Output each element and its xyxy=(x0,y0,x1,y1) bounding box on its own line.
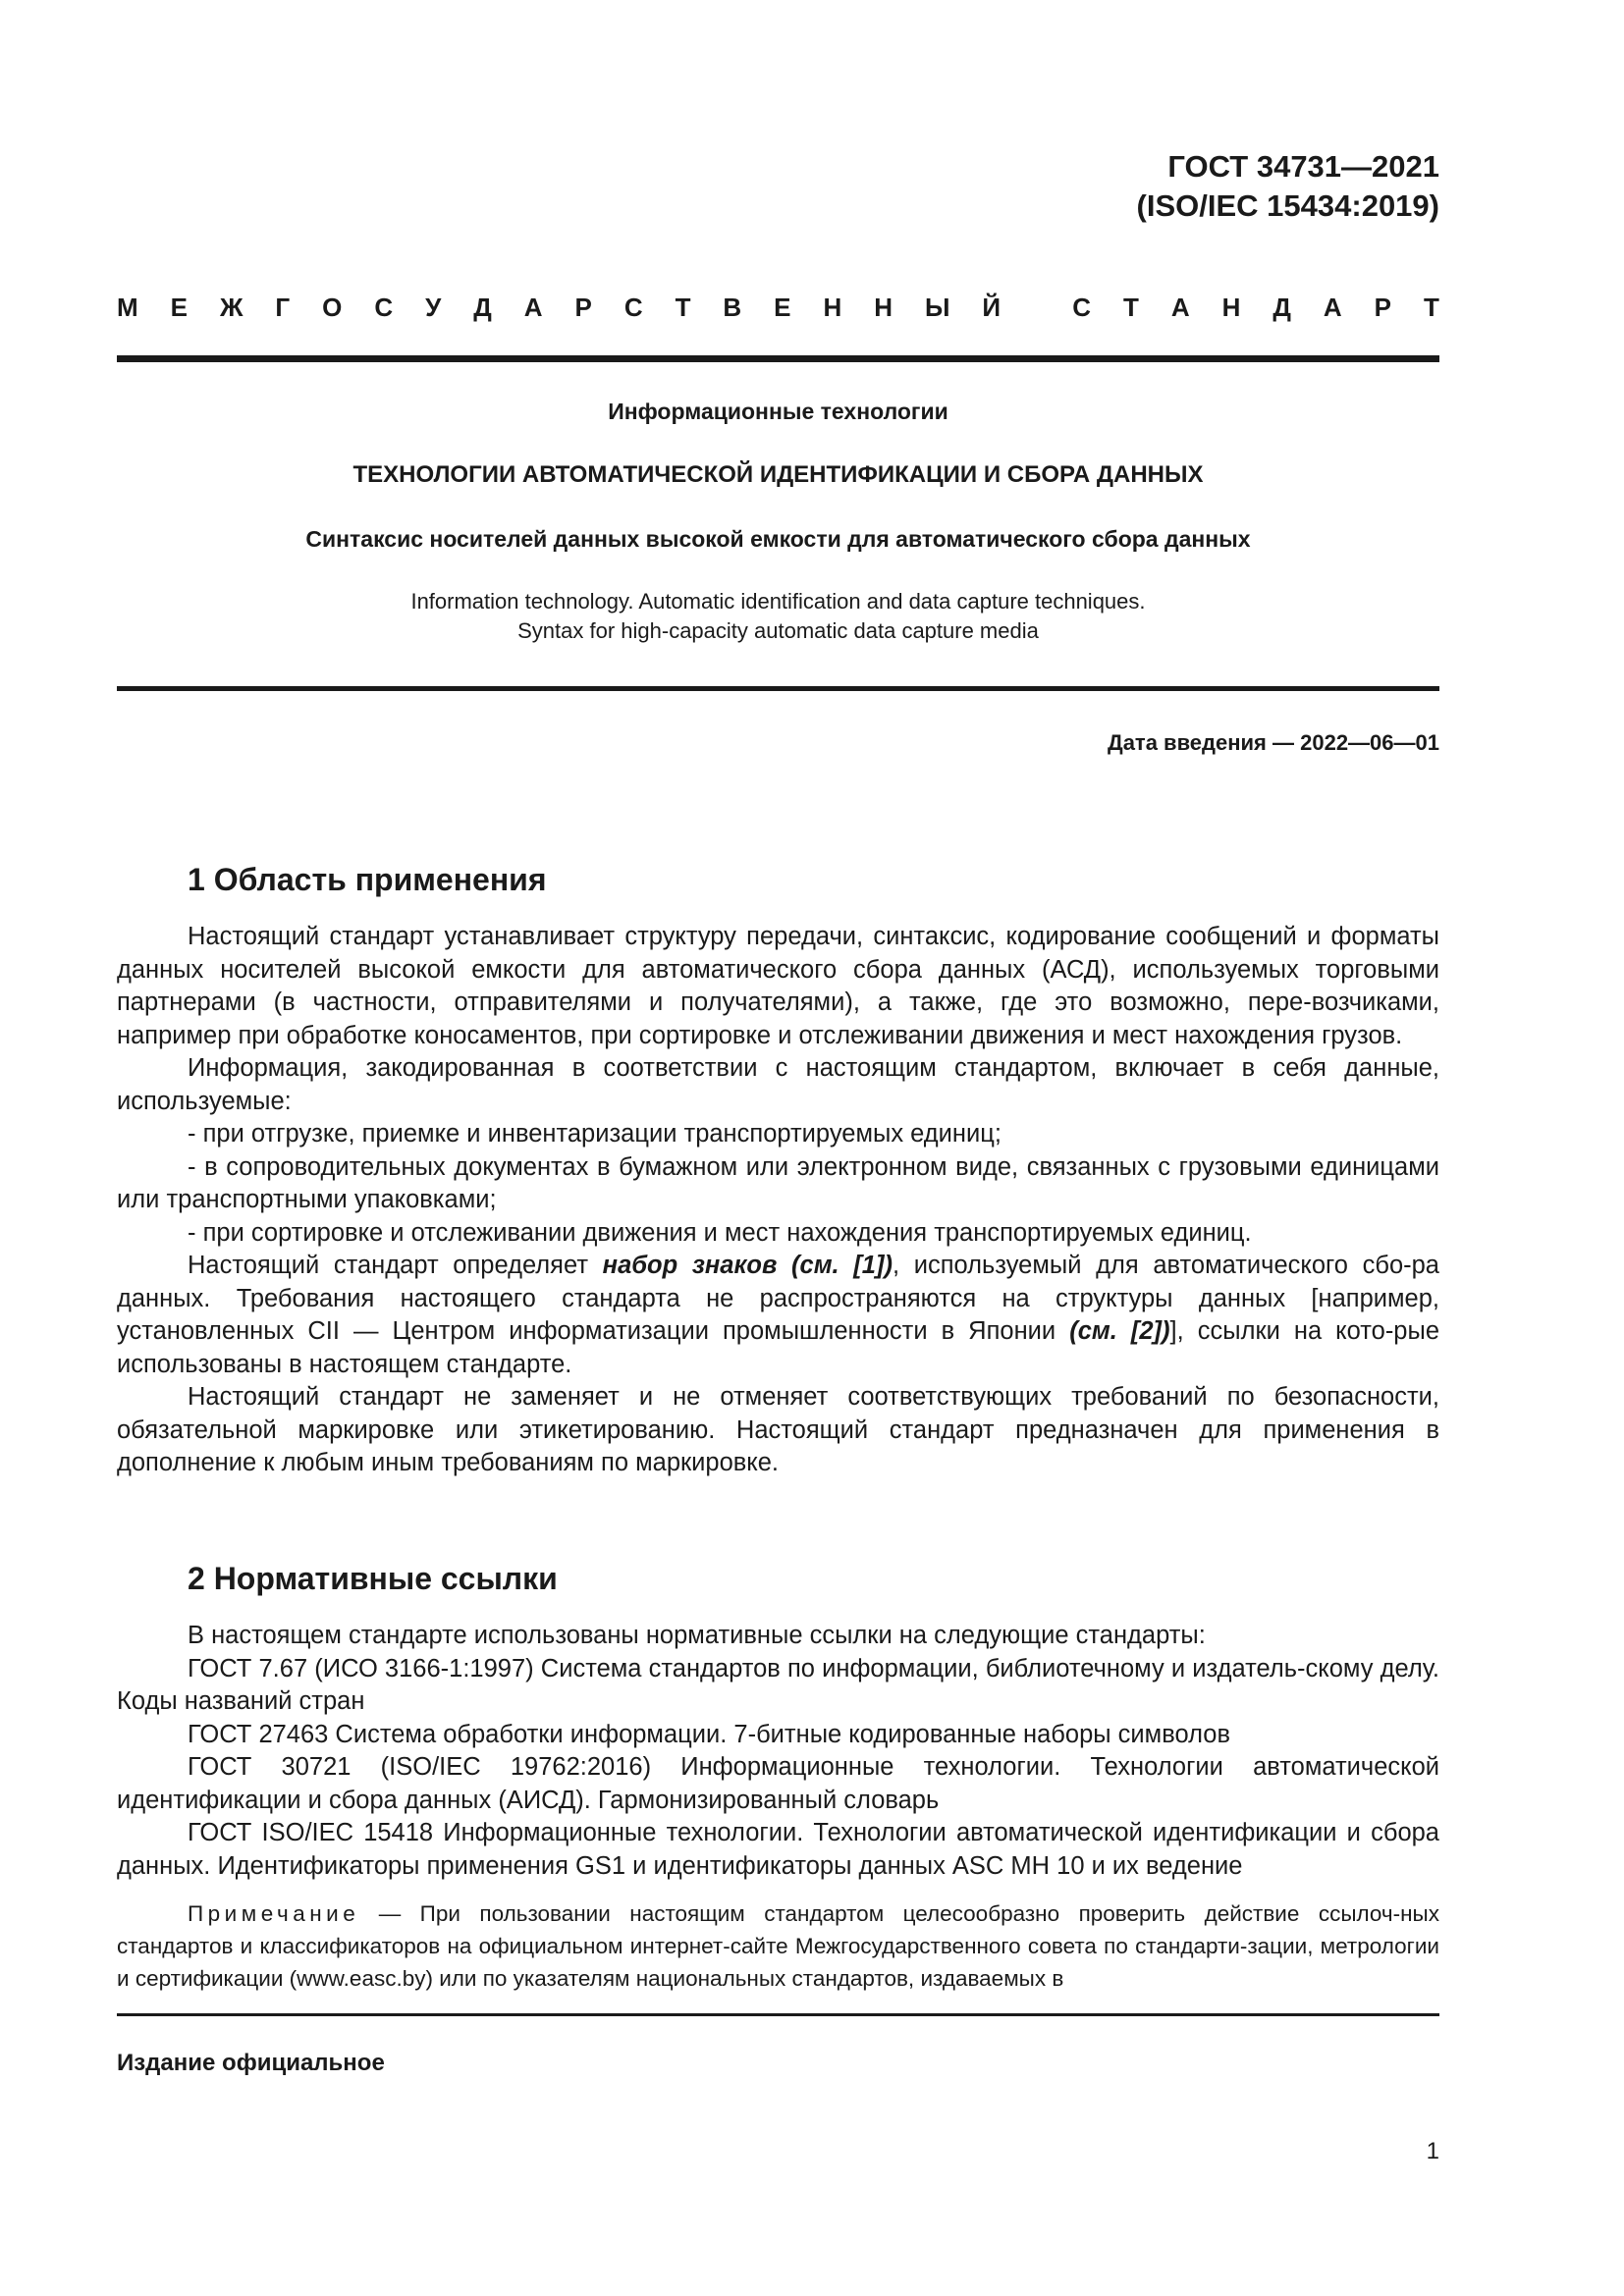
normative-reference: ГОСТ ISO/IEC 15418 Информационные технологии. Технологии автоматической идентификации и сбора данных. Идентификаторы применения GS1 и идентификаторы данных ASC MH 10 и их ведение xyxy=(117,1819,1439,1880)
page-number: 1 xyxy=(1426,2138,1439,2164)
kind-letter: Т xyxy=(675,293,691,322)
standard-kind-spaced xyxy=(117,291,1439,324)
text-run: , используемый для автоматического сбо-ра данных. Требования настоящего стандарта не распространяются на структуры данных [например, установленных CII — Центром информатизации промышленности в Японии xyxy=(117,1252,1439,1345)
standard-designation xyxy=(1137,147,1439,226)
section-1-paragraph: Настоящий стандарт не заменяет и не отменяет соответствующих требований по безопасности, обязательной маркировке или этикетированию. Настоящий стандарт предназначен для применения в дополнение к любым иным требованиям по маркировке. xyxy=(117,1383,1439,1476)
section-2-body xyxy=(117,1620,1439,1883)
title-english-line-1: Information technology. Automatic identification and data capture techniques. xyxy=(410,589,1146,614)
list-item: - при отгрузке, приемке и инвентаризации транспортируемых единиц; xyxy=(188,1120,1001,1148)
text-run: ], ссылки на кото-рые использованы в настоящем стандарте. xyxy=(117,1317,1440,1378)
title-english-line-2: Syntax for high-capacity automatic data capture media xyxy=(517,618,1039,643)
kind-letter: Т xyxy=(1123,293,1139,322)
note-paragraph xyxy=(117,1897,1439,1995)
normative-reference: ГОСТ 30721 (ISO/IEC 19762:2016) Информационные технологии. Технологии автоматической идентификации и сбора данных (АИСД). Гармонизированный словарь xyxy=(117,1753,1439,1814)
note-dash: — xyxy=(359,1901,420,1926)
kind-letter: М xyxy=(117,293,138,322)
section-1-paragraph: Информация, закодированная в соответствии с настоящим стандартом, включает в себя данные, используемые: xyxy=(117,1054,1439,1115)
kind-letter: С xyxy=(374,293,394,322)
kind-letter: А xyxy=(1170,293,1190,322)
normative-reference: ГОСТ 7.67 (ИСО 3166-1:1997) Система стандартов по информации, библиотечному и издатель-скому делу. Коды названий стран xyxy=(117,1654,1439,1715)
introduction-date: Дата введения — 2022—06—01 xyxy=(1108,730,1439,755)
reference-link-2[interactable]: (см. [2]) xyxy=(1069,1317,1170,1345)
kind-letter: А xyxy=(1323,293,1342,322)
kind-letter: Ж xyxy=(219,293,244,322)
kind-letter: Т xyxy=(1423,293,1439,322)
kind-letter: А xyxy=(523,293,543,322)
kind-letter: Р xyxy=(1374,293,1391,322)
kind-letter: Д xyxy=(1272,293,1291,322)
kind-letter: Р xyxy=(574,293,592,322)
footnote-note xyxy=(117,1897,1439,1995)
kind-letter: С xyxy=(623,293,643,322)
section-1-paragraph: Настоящий стандарт устанавливает структуру передачи, синтаксис, кодирование сообщений и форматы данных носителей высокой емкости для автоматического сбора данных (АСД), используемых торговыми партнерами (в частности, отправителями и получателями), а также, где это возможно, пере-возчиками, например при обработке коносаментов, при сортировке и отслеживании движения и мест нахождения грузов. xyxy=(117,923,1439,1049)
reference-link-1[interactable]: набор знаков (см. [1]) xyxy=(602,1252,893,1279)
section-2-heading: 2 Нормативные ссылки xyxy=(188,1561,558,1596)
kind-letter: Е xyxy=(774,293,791,322)
official-edition-label: Издание официальное xyxy=(117,2050,385,2076)
title-divider xyxy=(117,686,1439,691)
kind-letter: Н xyxy=(1221,293,1241,322)
designation-international: (ISO/IEC 15434:2019) xyxy=(1136,188,1439,223)
text-run: Настоящий стандарт определяет xyxy=(188,1252,603,1279)
kind-letter: Е xyxy=(170,293,188,322)
list-item: - в сопроводительных документах в бумажном или электронном виде, связанных с грузовыми единицами или транспортными упаковками; xyxy=(117,1152,1439,1213)
kind-letter: У xyxy=(425,293,442,322)
title-sub: Синтаксис носителей данных высокой емкости для автоматического сбора данных xyxy=(305,526,1251,552)
top-divider xyxy=(117,355,1439,362)
list-item: - при сортировке и отслеживании движения и мест нахождения транспортируемых единиц. xyxy=(188,1218,1252,1247)
kind-letter: Д xyxy=(473,293,492,322)
kind-word-gap xyxy=(1033,291,1040,324)
kind-letter: О xyxy=(322,293,343,322)
section-1-body xyxy=(117,921,1439,1480)
designation-number: ГОСТ 34731—2021 xyxy=(1167,149,1439,184)
kind-letter: Н xyxy=(874,293,893,322)
title-main: ТЕХНОЛОГИИ АВТОМАТИЧЕСКОЙ ИДЕНТИФИКАЦИИ И СБОРА ДАННЫХ xyxy=(352,461,1204,488)
title-english xyxy=(117,587,1439,646)
section-1-paragraph xyxy=(117,1250,1439,1381)
note-label: Примечание xyxy=(188,1901,360,1926)
section-2-paragraph: В настоящем стандарте использованы нормативные ссылки на следующие стандарты: xyxy=(188,1622,1206,1649)
kind-letter: Ы xyxy=(924,293,950,322)
kind-letter: С xyxy=(1072,293,1092,322)
kind-letter: Н xyxy=(823,293,842,322)
kind-letter: Й xyxy=(982,293,1001,322)
kind-letter: Г xyxy=(275,293,291,322)
note-text: При пользовании настоящим стандартом целесообразно проверить действие ссылоч-ных стандартов и классификаторов на официальном интернет-сайте Межгосударственного совета по стандарти-зации, метрологии и сертификации (www.easc.by) или по указателям национальных стандартов, издаваемых в xyxy=(117,1901,1439,1991)
footer-divider xyxy=(117,2013,1439,2016)
title-group: Информационные технологии xyxy=(608,399,948,424)
kind-letter: В xyxy=(723,293,742,322)
normative-reference: ГОСТ 27463 Система обработки информации. 7-битные кодированные наборы символов xyxy=(188,1720,1230,1748)
section-1-heading: 1 Область применения xyxy=(188,862,547,897)
